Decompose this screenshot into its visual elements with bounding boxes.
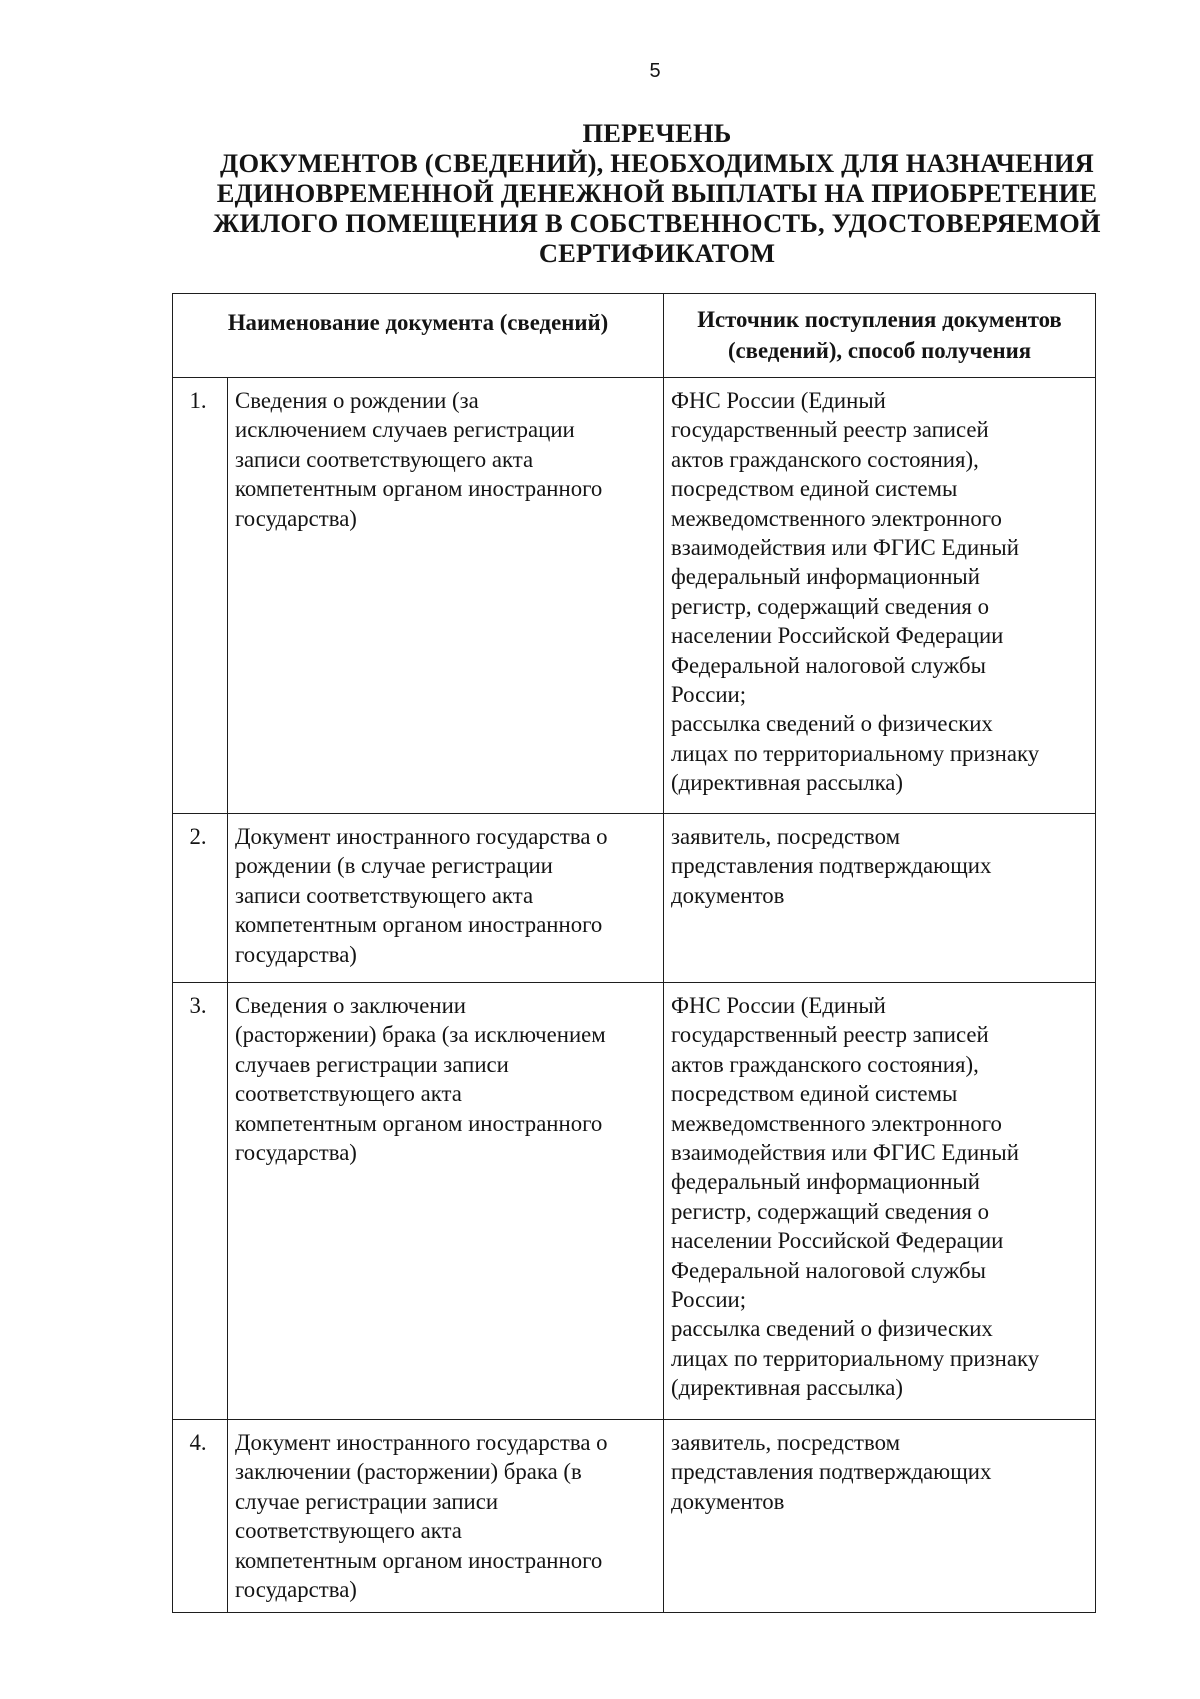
header-document-name: Наименование документа (сведений): [173, 294, 664, 378]
header-source-line: (сведений), способ получения: [727, 338, 1032, 363]
row-number: 1.: [173, 378, 228, 814]
source-cell: заявитель, посредством представления подтверждающих документов: [664, 1420, 1096, 1613]
document-name-cell: Сведения о рождении (за исключением случаев регистрации записи соответствующего акта компетентным органом иностранного государства): [228, 378, 664, 814]
row-number: 3.: [173, 983, 228, 1420]
table-row: [173, 378, 1096, 814]
header-source-line: Источник поступления документов: [697, 307, 1062, 332]
documents-table: [172, 293, 1096, 1613]
document-name-cell: Документ иностранного государства о заключении (расторжении) брака (в случае регистрации записи соответствующего акта компетентным органом иностранного государства): [228, 1420, 664, 1613]
row-number: 2.: [173, 814, 228, 983]
header-source: [664, 294, 1096, 378]
source-cell: ФНС России (Единый государственный реестр записей актов гражданского состояния), посредством единой системы межведомственного электронного взаимодействия или ФГИС Единый федеральный информационный регистр, содержащий сведения о населении Российской Федерации Федеральной налоговой службы России; рассылка сведений о физических лицах по территориальному признаку (директивная рассылка): [664, 983, 1096, 1420]
source-cell: ФНС России (Единый государственный реестр записей актов гражданского состояния), посредством единой системы межведомственного электронного взаимодействия или ФГИС Единый федеральный информационный регистр, содержащий сведения о населении Российской Федерации Федеральной налоговой службы России; рассылка сведений о физических лицах по территориальному признаку (директивная рассылка): [664, 378, 1096, 814]
table-row: [173, 814, 1096, 983]
table-row: [173, 1420, 1096, 1613]
row-number: 4.: [173, 1420, 228, 1613]
title-line: ПЕРЕЧЕНЬ: [582, 118, 732, 148]
page-number: 5: [649, 60, 661, 82]
document-name-cell: Документ иностранного государства о рождении (в случае регистрации записи соответствующего акта компетентным органом иностранного государства): [228, 814, 664, 983]
title-line: ДОКУМЕНТОВ (СВЕДЕНИЙ), НЕОБХОДИМЫХ ДЛЯ НАЗНАЧЕНИЯ: [220, 148, 1094, 178]
table-header-row: [173, 294, 1096, 378]
document-name-cell: Сведения о заключении (расторжении) брака (за исключением случаев регистрации записи соответствующего акта компетентным органом иностранного государства): [228, 983, 664, 1420]
table-row: [173, 983, 1096, 1420]
title-line: СЕРТИФИКАТОМ: [538, 238, 776, 268]
title-line: ЖИЛОГО ПОМЕЩЕНИЯ В СОБСТВЕННОСТЬ, УДОСТОВЕРЯЕМОЙ: [213, 208, 1101, 238]
title-line: ЕДИНОВРЕМЕННОЙ ДЕНЕЖНОЙ ВЫПЛАТЫ НА ПРИОБРЕТЕНИЕ: [216, 178, 1098, 208]
document-title: [212, 118, 1102, 268]
source-cell: заявитель, посредством представления подтверждающих документов: [664, 814, 1096, 983]
